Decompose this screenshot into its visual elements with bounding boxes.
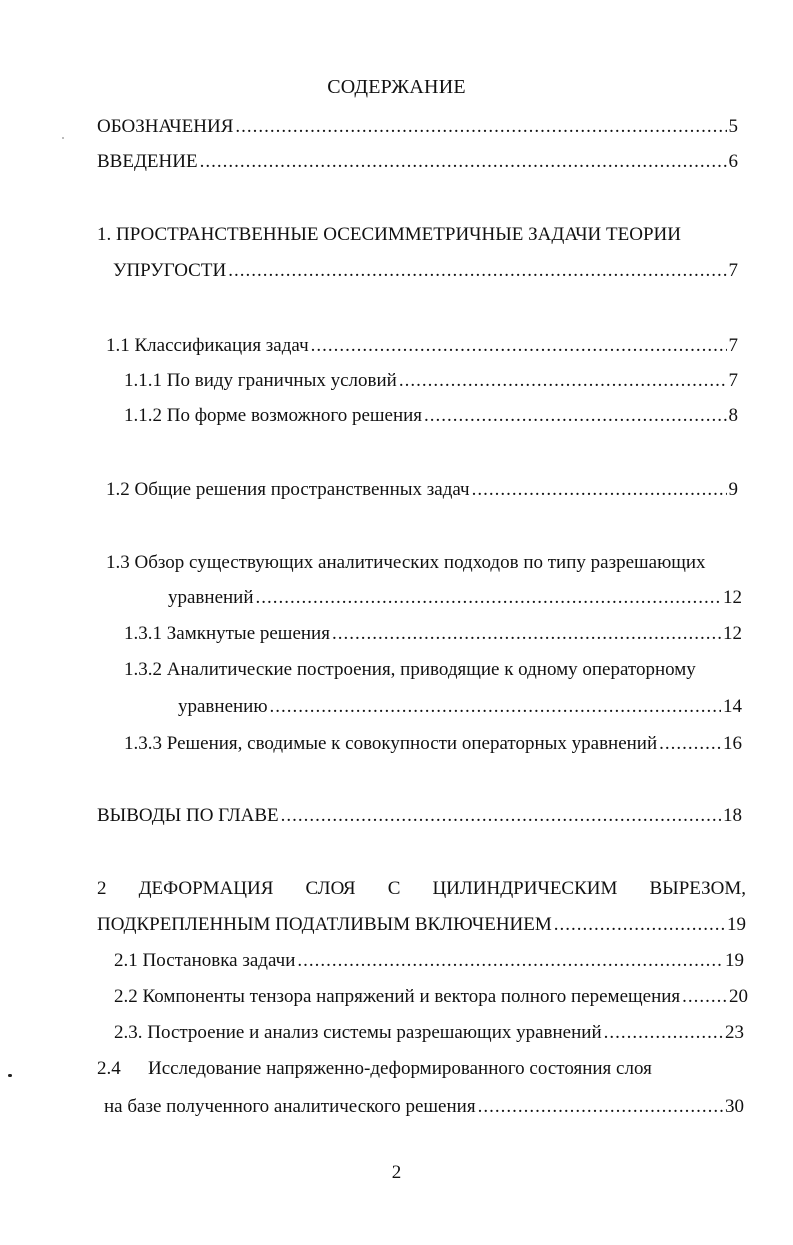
toc-leader-dots [478,1094,723,1120]
toc-entry-title: 2.1 Постановка задачи [114,950,296,971]
toc-word: СЛОЯ [305,878,356,899]
page-number: 2 [391,1162,402,1183]
toc-entry-title: уравнению [178,696,268,717]
toc-entry-title: ОБОЗНАЧЕНИЯ [97,116,234,137]
toc-entry-title: 1.3.1 Замкнутые решения [124,623,330,644]
toc-leader-dots [332,621,721,647]
toc-word: ДЕФОРМАЦИЯ [138,878,274,899]
toc-leader-dots [424,403,726,429]
toc-leader-dots [311,333,727,359]
toc-entry-title: ВВЕДЕНИЕ [97,151,198,172]
toc-entry-title: 1.3.3 Решения, сводимые к совокупности операторных уравнений [124,733,658,754]
toc-chapter-1-line1[interactable]: 1. ПРОСТРАНСТВЕННЫЕ ОСЕСИММЕТРИЧНЫЕ ЗАДАЧИ ТЕОРИИ [97,224,681,245]
toc-leader-dots [200,149,727,175]
toc-entry-intro[interactable] [97,149,738,175]
toc-section-2-3[interactable] [114,1020,744,1046]
toc-entry-title: 2.3. Построение и анализ системы разрешающих уравнений [114,1022,602,1043]
toc-section-2-2[interactable] [114,984,748,1010]
toc-section-2-4[interactable] [104,1094,744,1120]
toc-leader-dots [297,948,723,974]
toc-chapter-2-line1[interactable] [97,876,746,902]
toc-entry-page: 7 [728,335,738,356]
toc-entry-page: 7 [728,370,738,391]
toc-entry-title: 1.2 Общие решения пространственных задач [106,479,470,500]
toc-word: 2 [97,878,107,899]
toc-entry-page: 30 [725,1096,744,1117]
toc-word: ЦИЛИНДРИЧЕСКИМ [432,878,618,899]
toc-entry-page: 9 [728,479,738,500]
toc-leader-dots [472,477,727,503]
toc-leader-dots [399,368,727,394]
toc-entry-title: ВЫВОДЫ ПО ГЛАВЕ [97,805,279,826]
toc-chapter-2[interactable] [97,912,746,938]
toc-section-2-4-line1[interactable]: Исследование напряженно-деформированного состояния слоя [148,1058,652,1079]
toc-section-1-1-2[interactable] [124,403,738,429]
toc-entry-page: 12 [723,587,742,608]
toc-section-1-3-1[interactable] [124,621,742,647]
toc-entry-page: 16 [723,733,742,754]
toc-section-1-2[interactable] [106,477,738,503]
toc-entry-conclusions[interactable] [97,803,742,829]
toc-entry-page: 7 [728,260,738,281]
toc-entry-page: 5 [728,116,738,137]
toc-entry-page: 23 [725,1022,744,1043]
toc-leader-dots [659,731,721,757]
toc-entry-title: 1.1 Классификация задач [106,335,309,356]
toc-section-1-3-2-line1[interactable]: 1.3.2 Аналитические построения, приводящие к одному операторному [124,659,696,680]
toc-entry-page: 14 [723,696,742,717]
toc-section-2-4-number: 2.4 [97,1058,121,1079]
toc-entry-title: УПРУГОСТИ [113,260,227,281]
toc-entry-page: 19 [725,950,744,971]
toc-section-1-1[interactable] [106,333,738,359]
toc-entry-page: 18 [723,805,742,826]
toc-leader-dots [682,984,727,1010]
toc-section-2-1[interactable] [114,948,744,974]
toc-section-1-1-1[interactable] [124,368,738,394]
toc-leader-dots [256,585,721,611]
toc-section-1-3-2[interactable] [178,694,742,720]
toc-word: ВЫРЕЗОМ, [649,878,746,899]
toc-entry-title: 1.1.1 По виду граничных условий [124,370,397,391]
toc-entry-title: уравнений [168,587,254,608]
toc-entry-title: 1.1.2 По форме возможного решения [124,405,423,426]
toc-entry-page: 19 [727,914,746,935]
toc-entry-notation[interactable] [97,114,738,140]
page-title: СОДЕРЖАНИЕ [327,76,466,98]
toc-chapter-1[interactable] [113,258,738,284]
toc-leader-dots [554,912,725,938]
toc-entry-title: на базе полученного аналитического решения [104,1096,476,1117]
toc-entry-page: 20 [729,986,748,1007]
toc-entry-page: 8 [728,405,738,426]
toc-section-1-3[interactable] [168,585,742,611]
toc-leader-dots [604,1020,723,1046]
toc-entry-title: ПОДКРЕПЛЕННЫМ ПОДАТЛИВЫМ ВКЛЮЧЕНИЕМ [97,914,552,935]
toc-leader-dots [270,694,721,720]
toc-entry-page: 12 [723,623,742,644]
toc-entry-title: 2.2 Компоненты тензора напряжений и вектора полного перемещения [114,986,681,1007]
toc-section-1-3-line1[interactable]: 1.3 Обзор существующих аналитических подходов по типу разрешающих [106,552,706,573]
toc-section-1-3-3[interactable] [124,731,742,757]
toc-leader-dots [228,258,726,284]
scan-speck [8,1074,12,1077]
toc-leader-dots [281,803,721,829]
scan-mark [62,137,64,139]
toc-entry-page: 6 [728,151,738,172]
toc-word: С [387,878,401,899]
toc-leader-dots [235,114,726,140]
